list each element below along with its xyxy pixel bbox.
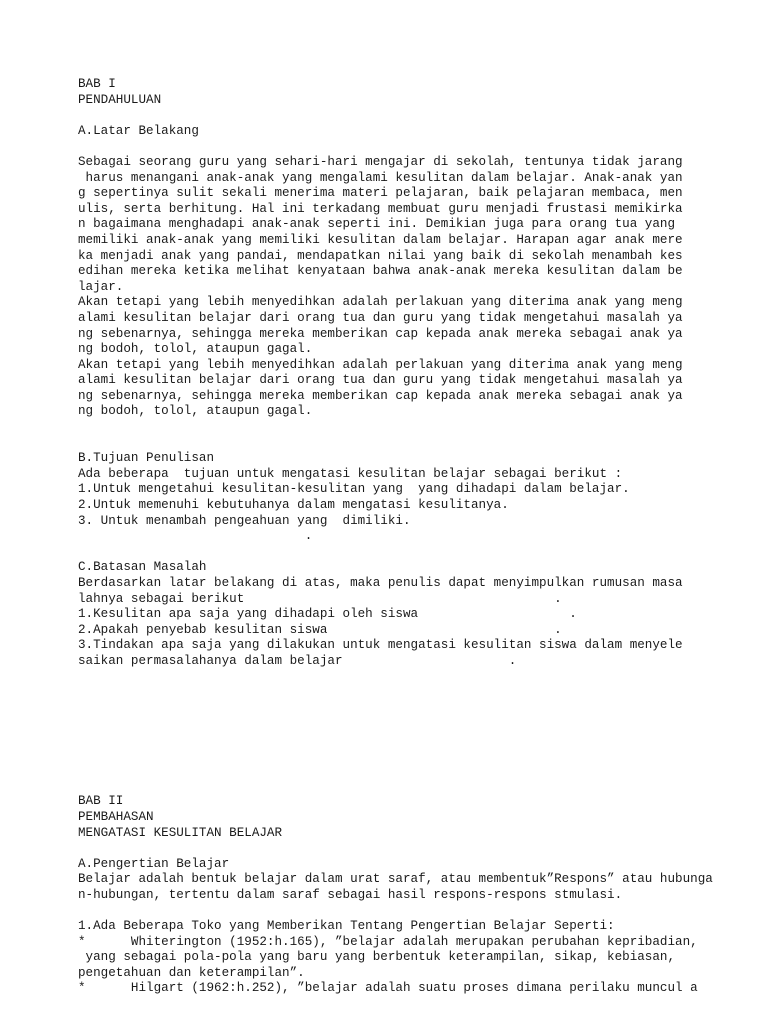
text-line: saikan permasalahanya dalam belajar . bbox=[78, 653, 517, 668]
text-line: alami kesulitan belajar dari orang tua dan guru yang tidak mengetahui masalah ya bbox=[78, 310, 683, 325]
text-line: lajar. bbox=[78, 279, 124, 294]
text-line: 1.Ada Beberapa Toko yang Memberikan Tentang Pengertian Belajar Seperti: bbox=[78, 919, 615, 934]
text-line: PEMBAHASAN bbox=[78, 809, 154, 824]
blank-line bbox=[78, 420, 713, 436]
text-line: ulis, serta berhitung. Hal ini terkadang membuat guru menjadi frustasi memikirka bbox=[78, 201, 683, 216]
blank-line bbox=[78, 436, 713, 452]
text-line: 1.Untuk mengetahui kesulitan-kesulitan yang yang dihadapi dalam belajar. bbox=[78, 482, 630, 497]
blank-line bbox=[78, 545, 713, 561]
text-line: * Whiterington (1952:h.165), ”belajar adalah merupakan perubahan kepribadian, bbox=[78, 934, 698, 949]
text-line: Belajar adalah bentuk belajar dalam urat saraf, atau membentuk”Respons” atau hubunga bbox=[78, 872, 713, 887]
text-line: lahnya sebagai berikut . bbox=[78, 591, 562, 606]
blank-line bbox=[78, 670, 713, 686]
text-line: BAB II bbox=[78, 794, 124, 809]
blank-line bbox=[78, 732, 713, 748]
blank-line bbox=[78, 716, 713, 732]
text-line: . bbox=[78, 529, 313, 544]
text-line: Ada beberapa tujuan untuk mengatasi kesulitan belajar sebagai berikut : bbox=[78, 466, 623, 481]
blank-line bbox=[78, 701, 713, 717]
text-line: 2.Untuk memenuhi kebutuhanya dalam mengatasi kesulitanya. bbox=[78, 498, 509, 513]
text-line: B.Tujuan Penulisan bbox=[78, 451, 215, 466]
text-line: A.Pengertian Belajar bbox=[78, 856, 230, 871]
text-line: C.Batasan Masalah bbox=[78, 560, 207, 575]
text-line: ka menjadi anak yang pandai, mendapatkan nilai yang baik di sekolah menambah kes bbox=[78, 248, 683, 263]
blank-line bbox=[78, 841, 713, 857]
text-line: Akan tetapi yang lebih menyedihkan adalah perlakuan yang diterima anak yang meng bbox=[78, 357, 683, 372]
document-text bbox=[78, 77, 713, 997]
text-line: g sepertinya sulit sekali menerima materi pelajaran, baik pelajaran membaca, men bbox=[78, 186, 683, 201]
blank-line bbox=[78, 779, 713, 795]
text-line: ng sebenarnya, sehingga mereka memberikan cap kepada anak mereka sebagai anak ya bbox=[78, 326, 683, 341]
text-line: alami kesulitan belajar dari orang tua dan guru yang tidak mengetahui masalah ya bbox=[78, 373, 683, 388]
text-line: * Hilgart (1962:h.252), ”belajar adalah suatu proses dimana perilaku muncul a bbox=[78, 981, 698, 996]
text-line: PENDAHULUAN bbox=[78, 92, 162, 107]
blank-line bbox=[78, 748, 713, 764]
text-line: pengetahuan dan keterampilan”. bbox=[78, 965, 305, 980]
text-line: 3.Tindakan apa saja yang dilakukan untuk mengatasi kesulitan siswa dalam menyele bbox=[78, 638, 683, 653]
text-line: ng sebenarnya, sehingga mereka memberikan cap kepada anak mereka sebagai anak ya bbox=[78, 388, 683, 403]
blank-line bbox=[78, 108, 713, 124]
text-line: BAB I bbox=[78, 77, 116, 91]
text-line: n bagaimana menghadapi anak-anak seperti ini. Demikian juga para orang tua yang bbox=[78, 217, 676, 232]
text-line: Akan tetapi yang lebih menyedihkan adalah perlakuan yang diterima anak yang meng bbox=[78, 295, 683, 310]
text-line: A.Latar Belakang bbox=[78, 123, 199, 138]
text-line: ng bodoh, tolol, ataupun gagal. bbox=[78, 404, 313, 419]
text-line: edihan mereka ketika melihat kenyataan bahwa anak-anak mereka kesulitan dalam be bbox=[78, 264, 683, 279]
text-line: 3. Untuk menambah pengeahuan yang dimiliki. bbox=[78, 513, 411, 528]
blank-line bbox=[78, 139, 713, 155]
blank-line bbox=[78, 763, 713, 779]
text-line: 1.Kesulitan apa saja yang dihadapi oleh siswa . bbox=[78, 607, 577, 622]
blank-line bbox=[78, 903, 713, 919]
text-line: ng bodoh, tolol, ataupun gagal. bbox=[78, 342, 313, 357]
text-line: 2.Apakah penyebab kesulitan siswa . bbox=[78, 622, 562, 637]
text-line: Berdasarkan latar belakang di atas, maka penulis dapat menyimpulkan rumusan masa bbox=[78, 576, 683, 590]
text-line: n-hubungan, tertentu dalam saraf sebagai hasil respons-respons stmulasi. bbox=[78, 887, 623, 902]
text-line: memiliki anak-anak yang memiliki kesulitan dalam belajar. Harapan agar anak mere bbox=[78, 232, 683, 247]
text-line: yang sebagai pola-pola yang baru yang berbentuk keterampilan, sikap, kebiasan, bbox=[78, 950, 676, 965]
blank-line bbox=[78, 685, 713, 701]
text-line: MENGATASI KESULITAN BELAJAR bbox=[78, 825, 283, 840]
text-line: Sebagai seorang guru yang sehari-hari mengajar di sekolah, tentunya tidak jarang bbox=[78, 154, 683, 169]
text-line: harus menangani anak-anak yang mengalami kesulitan dalam belajar. Anak-anak yan bbox=[78, 170, 683, 185]
